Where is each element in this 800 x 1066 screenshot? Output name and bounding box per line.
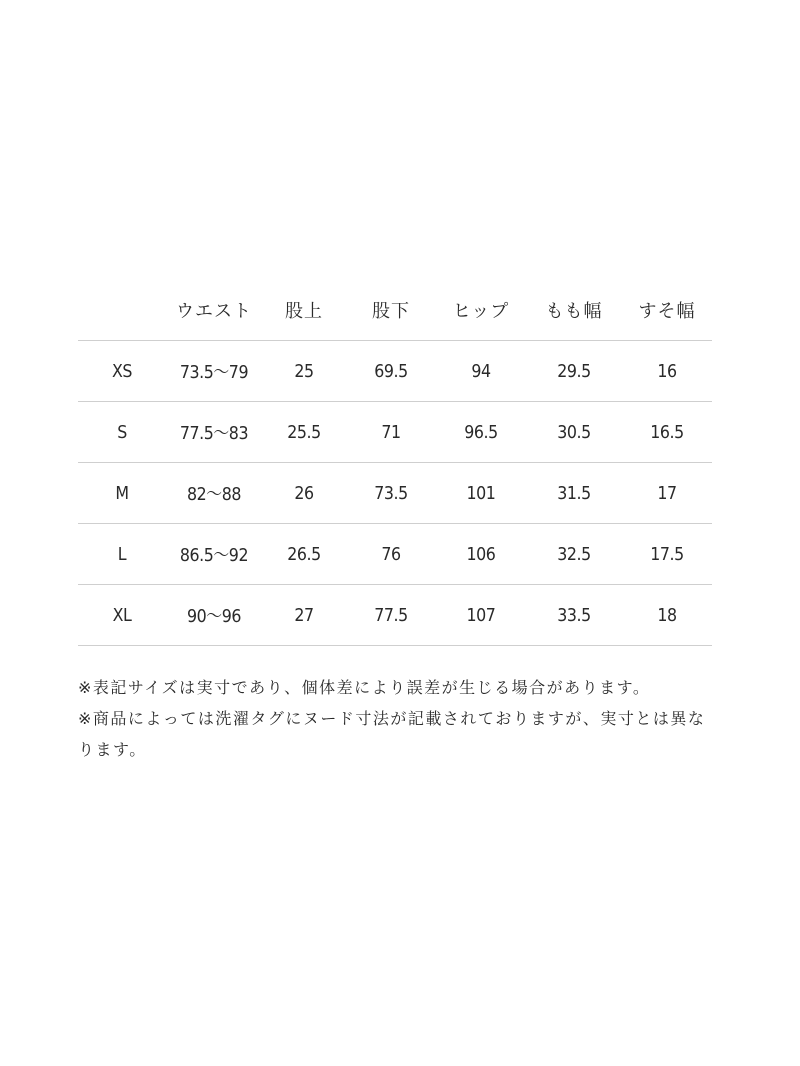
size-label-cell: L [117,543,127,565]
hip-cell: 96.5 [464,421,498,443]
inseam-cell: 73.5 [374,482,408,504]
hip-cell: 94 [471,360,491,382]
inseam-cell: 77.5 [374,604,408,626]
inseam-cell: 69.5 [374,360,408,382]
rise-cell: 27 [294,604,314,626]
size-table [78,280,712,646]
size-label-cell: M [115,482,129,504]
header-cell-hem-width: すそ幅 [638,301,696,322]
thigh-width-cell: 30.5 [557,421,591,443]
inseam-cell: 76 [381,543,401,565]
size-label-cell: S [117,421,127,443]
hem-width-cell: 16.5 [650,421,684,443]
note-care-tag-sizing: ※商品によっては洗濯タグにヌード寸法が記載されておりますが、実寸とは異なります。 [78,709,706,759]
header-cell-rise: 股上 [285,301,323,322]
size-label-cell: XS [111,360,133,382]
thigh-width-cell: 33.5 [557,604,591,626]
table-row [78,341,712,402]
thigh-width-cell: 31.5 [557,482,591,504]
waist-cell: 73.5〜79 [179,362,249,383]
size-label-cell: XL [112,604,132,626]
table-row [78,463,712,524]
header-cell-thigh-width: もも幅 [545,301,603,322]
inseam-cell: 71 [381,421,401,443]
waist-cell: 82〜88 [187,484,241,505]
table-row [78,585,712,646]
table-row [78,402,712,463]
header-cell-inseam: 股下 [372,301,410,322]
waist-cell: 86.5〜92 [179,545,249,566]
rise-cell: 26.5 [287,543,321,565]
table-row [78,524,712,585]
table-header-row [78,280,712,341]
hip-cell: 101 [466,482,496,504]
hip-cell: 106 [466,543,496,565]
hem-width-cell: 17 [657,482,677,504]
thigh-width-cell: 29.5 [557,360,591,382]
rise-cell: 25.5 [287,421,321,443]
hip-cell: 107 [466,604,496,626]
hem-width-cell: 17.5 [650,543,684,565]
waist-cell: 90〜96 [187,606,241,627]
size-notes [78,672,718,765]
header-cell-hip: ヒップ [452,301,510,322]
header-cell-waist: ウエスト [176,301,252,322]
hem-width-cell: 18 [657,604,677,626]
rise-cell: 26 [294,482,314,504]
rise-cell: 25 [294,360,314,382]
note-measurement-variance: ※表記サイズは実寸であり、個体差により誤差が生じる場合があります。 [78,678,651,697]
header-cell-size [78,280,166,340]
hem-width-cell: 16 [657,360,677,382]
waist-cell: 77.5〜83 [179,423,249,444]
thigh-width-cell: 32.5 [557,543,591,565]
